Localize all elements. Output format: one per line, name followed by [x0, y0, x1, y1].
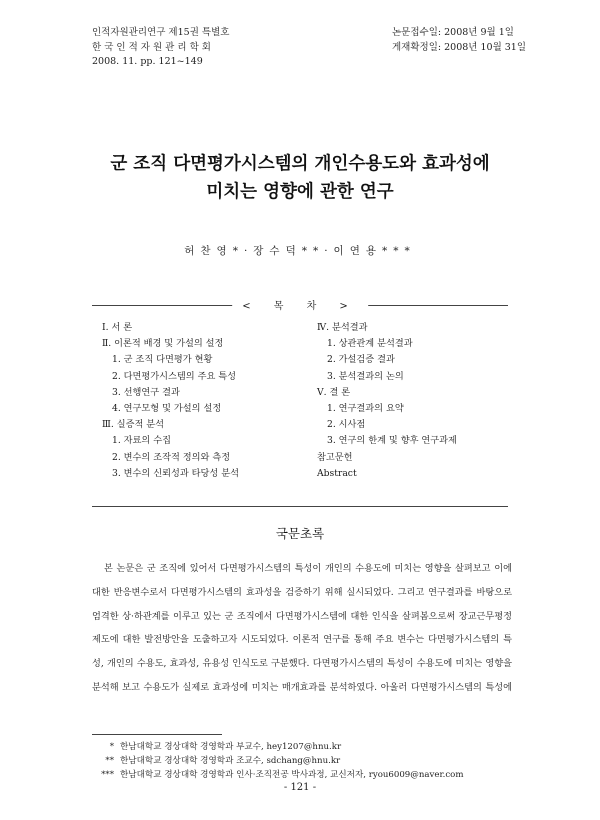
received-date: 논문접수일: 2008년 9월 1일: [392, 27, 514, 38]
footnote: [92, 754, 464, 768]
title-line: 미치는 영향에 관한 연구: [206, 182, 394, 202]
toc-item: 1. 상관관계 분석결과: [327, 338, 413, 350]
toc-item: 2. 변수의 조작적 정의와 측정: [112, 451, 231, 463]
abstract-line: 제도에 대한 발전방안을 도출하고자 시도되었다. 이론적 연구를 통해 주요 변수는 다면평가시스템의 특: [92, 634, 512, 646]
footnote-mark: *: [109, 742, 114, 752]
toc-item: 1. 군 조직 다면평가 현황: [112, 354, 213, 366]
table-of-contents: [92, 301, 508, 507]
toc-item: 3. 분석결과의 논의: [327, 370, 404, 382]
footnote: [92, 740, 464, 754]
toc-column-left: [102, 320, 239, 482]
title-line: 군 조직 다면평가시스템의 개인수용도와 효과성에: [110, 154, 490, 174]
abstract-body: [92, 557, 512, 700]
footnote-text: 한남대학교 경상대학 경영학과 인사·조직전공 박사과정, 교신저자, ryou6009@naver.com: [120, 770, 464, 780]
footnote-text: 한남대학교 경상대학 경영학과 부교수, hey1207@hnu.kr: [120, 742, 342, 752]
toc-item: 1. 자료의 수집: [112, 435, 171, 447]
toc-item: 3. 선행연구 결과: [112, 386, 180, 398]
abstract-title: 국문초록: [275, 526, 325, 541]
abstract-line: 분석해 보고 수용도가 실제로 효과성에 미치는 매개효과를 분석하였다. 아울러 다면평가시스템의 특성에: [92, 681, 512, 693]
toc-item: Abstract: [317, 467, 357, 479]
paper-title: [0, 150, 600, 206]
footnotes: [92, 740, 464, 782]
journal-header: [92, 26, 229, 70]
toc-item: 3. 연구의 한계 및 향후 연구과제: [327, 435, 457, 447]
accepted-date: 게재확정일: 2008년 10월 31일: [392, 41, 527, 53]
toc-item: 2. 다면평가시스템의 주요 특성: [112, 370, 237, 382]
toc-item: Ⅲ. 실증적 분석: [102, 419, 164, 431]
toc-heading: < 목 차 >: [232, 297, 368, 312]
toc-item: 3. 변수의 신뢰성과 타당성 분석: [112, 467, 239, 479]
toc-item: 2. 시사점: [327, 419, 366, 431]
footnote-divider: [92, 734, 222, 735]
toc-item: 참고문헌: [317, 451, 353, 463]
abstract-line: 대한 반응변수로서 다면평가시스템의 효과성을 검증하기 위해 실시되었다. 그리고 연구결과를 바탕으로: [92, 586, 512, 598]
dates-header: [392, 26, 526, 55]
toc-item: 1. 연구결과의 요약: [327, 403, 404, 415]
toc-item: Ⅴ. 결 론: [317, 386, 351, 398]
page-number: - 121 -: [283, 782, 317, 793]
footnote-text: 한남대학교 경상대학 경영학과 조교수, sdchang@hnu.kr: [120, 756, 341, 766]
abstract-line: 본 논문은 군 조직에 있어서 다면평가시스템의 특성이 개인의 수용도에 미치는 영향을 살펴보고 이에: [104, 563, 512, 574]
toc-item: 4. 연구모형 및 가설의 설정: [112, 403, 222, 415]
toc-item: Ⅰ. 서 론: [102, 322, 133, 333]
footnote-mark: **: [105, 756, 114, 766]
toc-item: Ⅱ. 이론적 배경 및 가설의 설정: [102, 338, 224, 350]
abstract-line: 엄격한 상·하관계를 이루고 있는 군 조직에서 다면평가시스템에 대한 인식을 살펴봄으로써 장교근무평정: [92, 610, 512, 622]
footnote: [92, 768, 464, 782]
society-name: 한 국 인 적 자 원 관 리 학 회: [92, 41, 211, 53]
toc-item: 2. 가설검증 결과: [327, 354, 395, 366]
toc-column-right: [317, 320, 457, 482]
journal-name: 인적자원관리연구 제15권 특별호: [92, 27, 230, 38]
footnote-mark: ***: [101, 770, 114, 780]
author-list: 허찬영*·장수덕**·이연용***: [184, 245, 416, 257]
toc-item: Ⅳ. 분석결과: [317, 322, 368, 333]
issue-pages: 2008. 11. pp. 121~149: [92, 56, 203, 67]
abstract-line: 성, 개인의 수용도, 효과성, 유용성 인식도로 구분했다. 다면평가시스템의 특성이 수용도에 미치는 영향을: [92, 658, 512, 670]
